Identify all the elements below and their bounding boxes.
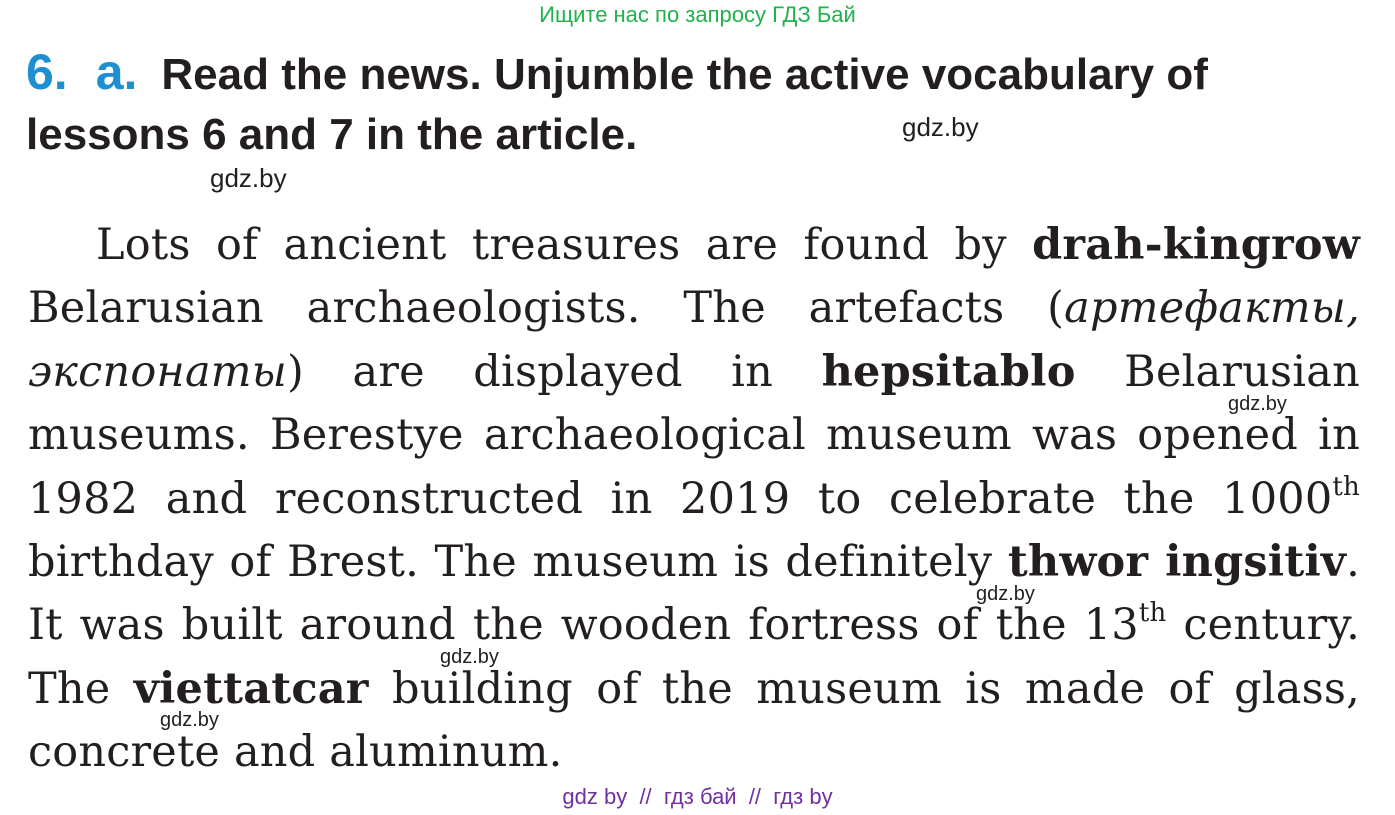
article-text [28,214,1360,785]
article-sentence: . It was built around the wooden fortress of the 13 [28,537,1360,651]
jumbled-word: viettatcar [133,663,369,714]
exercise-heading [26,42,1371,165]
jumbled-word: thwor ingsitiv [1007,537,1347,588]
article-sentence: Belarusian museums. Berestye archaeological museum was opened in 1982 and reconstructed in 2019 to celebrate the 1000 [28,346,1360,524]
watermark: gdz.by [1228,393,1287,415]
article-sentence: Belarusian archaeologists. The artefacts ( [28,283,1065,334]
search-banner: Ищите нас по запросу ГДЗ Бай [539,2,856,27]
article-sentence: century. The [28,600,1360,714]
watermark: gdz.by [160,709,219,731]
watermark: gdz.by [902,112,979,142]
article-sentence: birthday of Brest. The museum is definitely [28,537,1008,588]
watermark: gdz.by [210,163,287,193]
article-sentence: ) are displayed in [286,346,822,397]
watermark: gdz.by [440,646,499,668]
exercise-letter: a. [95,44,138,100]
watermark: gdz.by [976,583,1035,605]
jumbled-word: drah-kingrow [1032,220,1360,270]
article-sentence: Lots of ancient treasures are found by [96,220,1033,270]
ordinal-suffix: th [1332,471,1360,502]
article-sentence: building of the museum is made of glass, concrete and aluminum. [28,663,1361,778]
russian-gloss: артефакты, экспонаты [28,283,1360,397]
footer-watermark: gdz by // гдз бай // гдз by [562,784,833,809]
ordinal-suffix: th [1138,598,1167,629]
exercise-number: 6. [26,44,68,100]
exercise-instruction: Read the news. Unjumble the active vocabulary of lessons 6 and 7 in the article. [26,50,1208,159]
jumbled-word: hepsitablo [821,346,1076,397]
